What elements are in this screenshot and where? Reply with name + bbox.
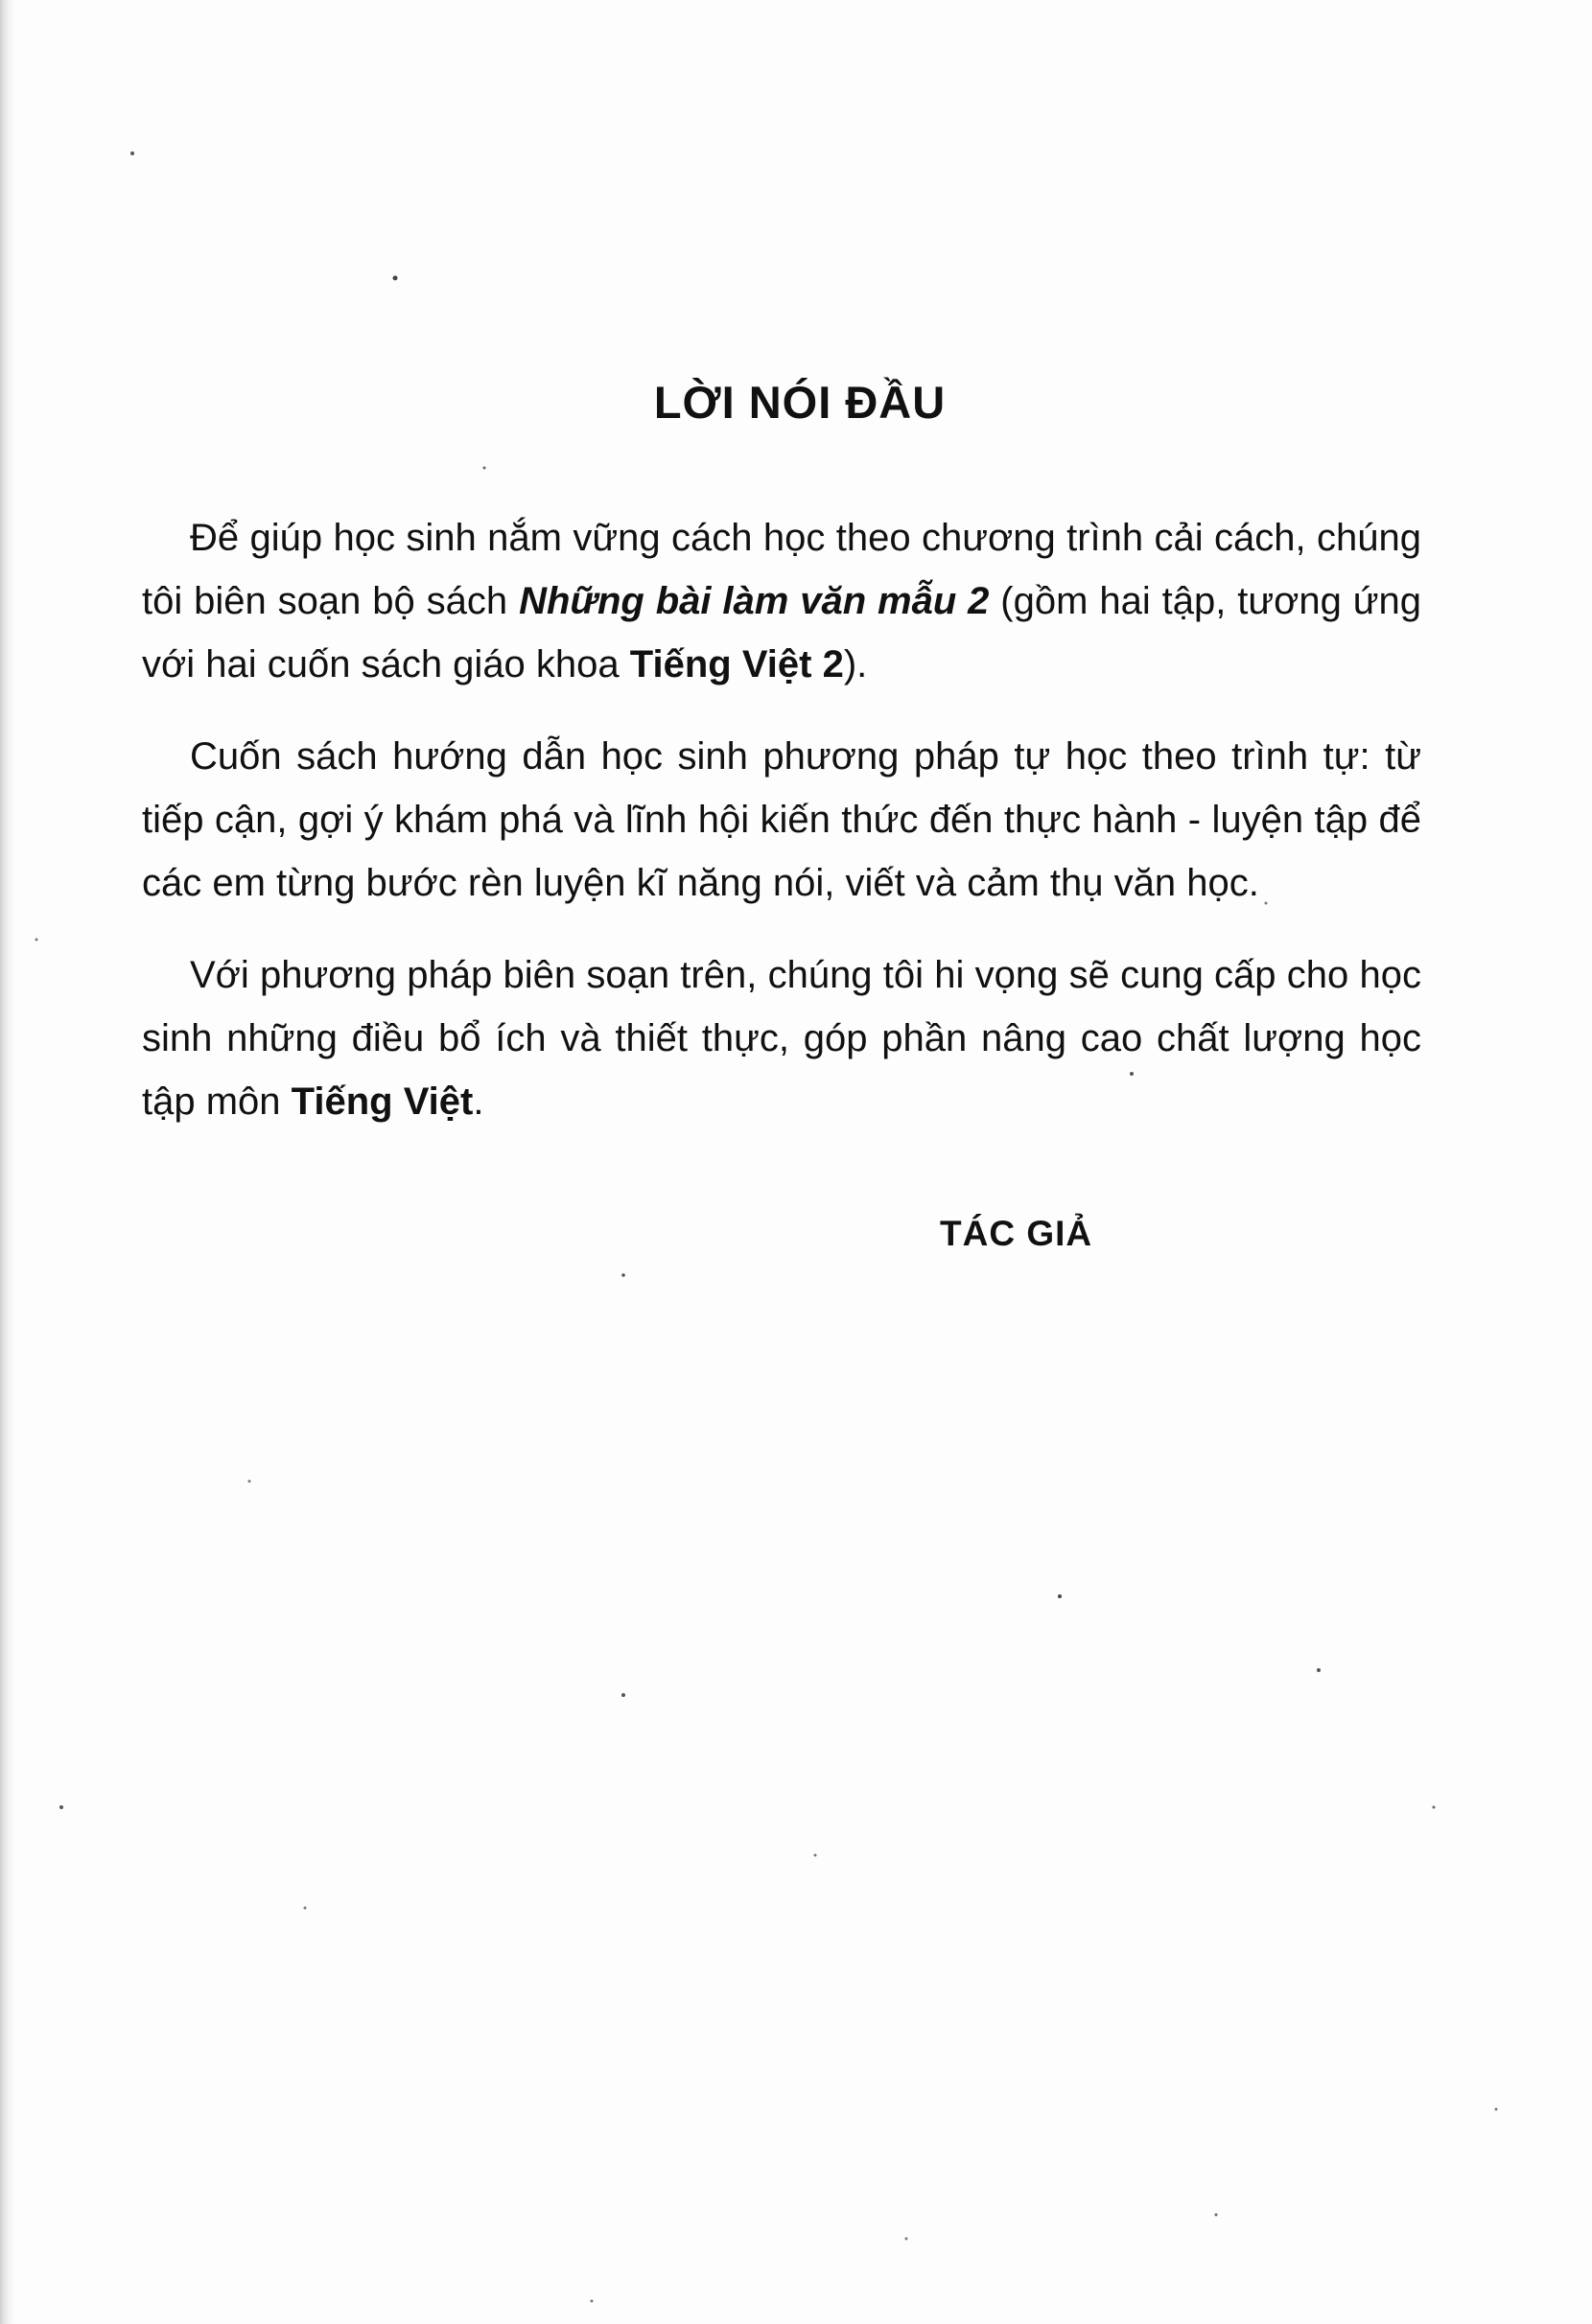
subject-name: Tiếng Việt: [291, 1081, 474, 1123]
paragraph-2: [142, 725, 1421, 915]
book-title: Những bài làm văn mẫu 2: [519, 580, 990, 622]
text-segment: Cuốn sách hướng dẫn học sinh phương pháp tự học theo trình tự: từ tiếp cận, gợi ý khám phá và lĩnh hội kiến thức đến thực hành - luyện tập để các em từng bước rèn luyện kĩ năng nói, viết và cảm thụ văn học.: [142, 735, 1421, 904]
text-segment: (gồm hai tập, tương ứng với hai cuốn sách giáo khoa: [142, 580, 1421, 686]
text-segment: Với phương pháp biên soạn trên, chúng tôi hi vọng sẽ cung cấp cho học sinh những điều bổ ích và thiết thực, góp phần nâng cao chất lượng học tập môn: [142, 954, 1421, 1123]
text-segment: Để giúp học sinh nắm vững cách học theo chương trình cải cách, chúng tôi biên soạn bộ sách: [142, 517, 1421, 622]
text-segment: ).: [843, 643, 868, 686]
textbook-name: Tiếng Việt 2: [629, 643, 844, 686]
preface-body: [142, 506, 1421, 1162]
paragraph-1: [142, 506, 1421, 696]
page-title: LỜI NÓI ĐẦU: [653, 377, 947, 428]
text-segment: .: [473, 1081, 484, 1123]
paragraph-3: [142, 943, 1421, 1133]
author-signature: TÁC GIẢ: [940, 1214, 1093, 1253]
